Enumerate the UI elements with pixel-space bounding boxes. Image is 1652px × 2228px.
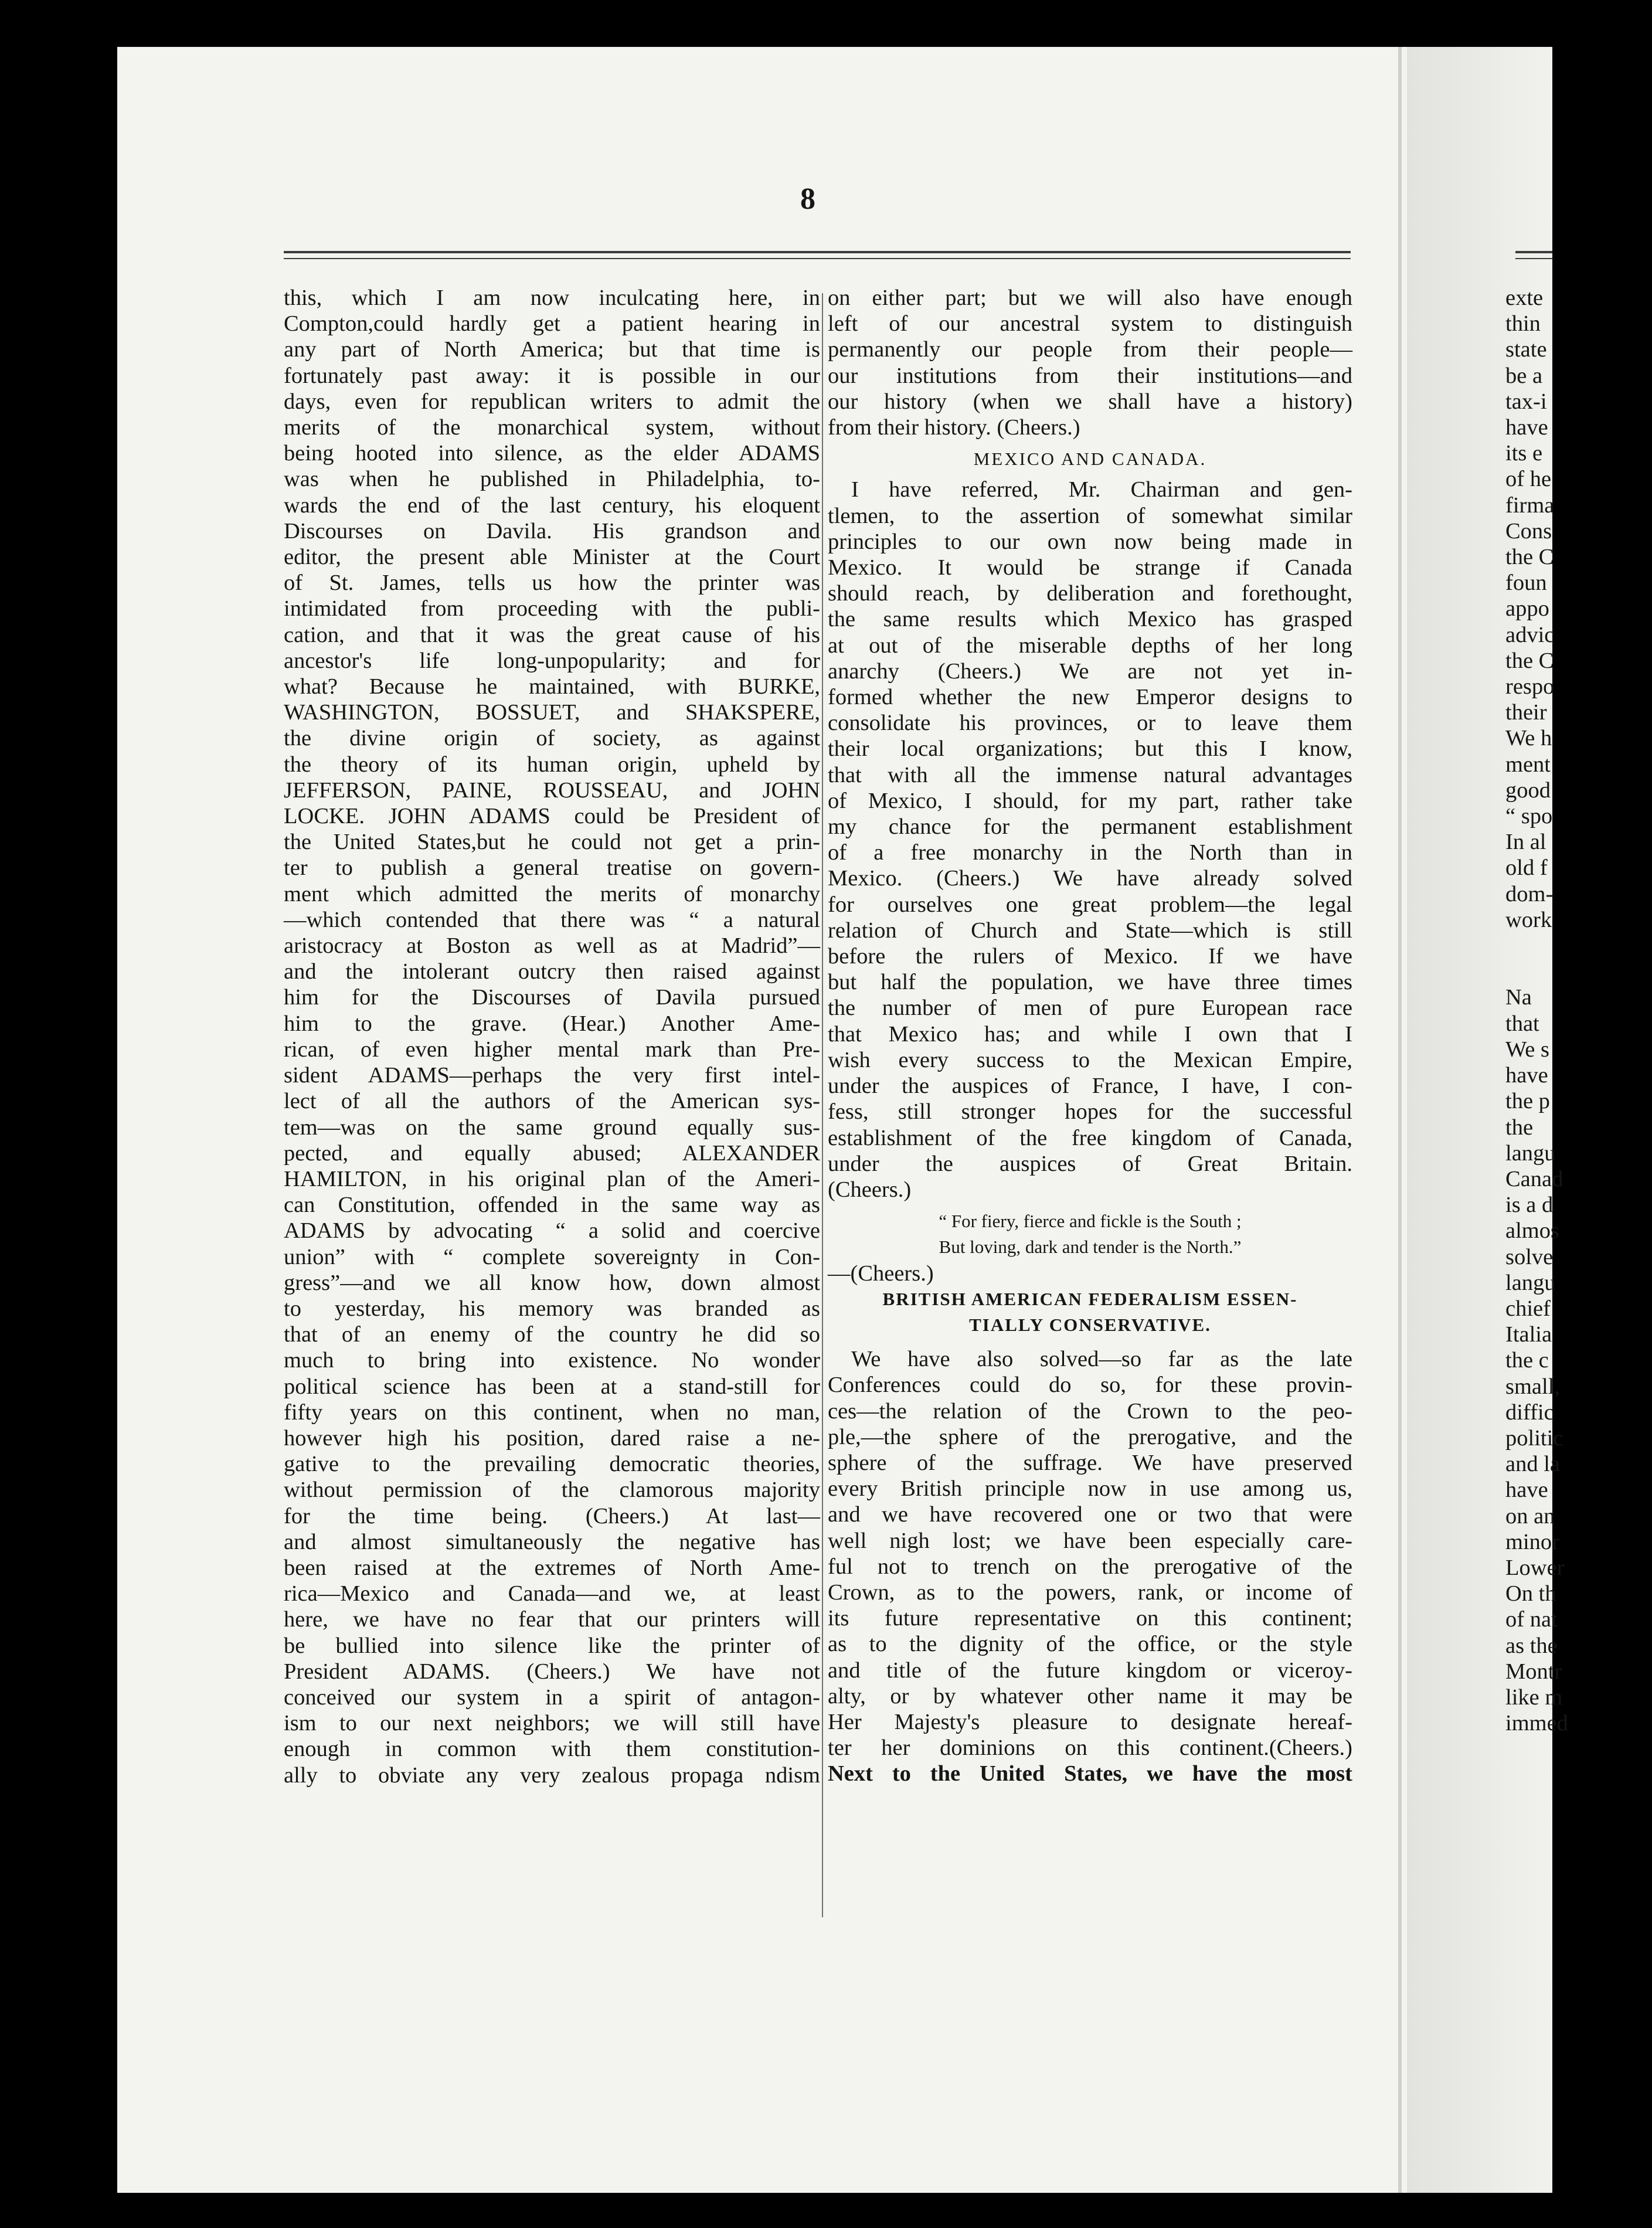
section-heading: BRITISH AMERICAN FEDERALISM ESSEN- <box>882 1288 1298 1309</box>
text-line: ADAMS by advocating “ a solid and coercive <box>284 1218 820 1244</box>
text-fragment: politic <box>1505 1425 1563 1451</box>
text-fragment <box>1505 959 1652 984</box>
text-line: HAMILTON, in his original plan of the Ameri- <box>284 1166 820 1191</box>
text-fragment: Na <box>1505 985 1532 1010</box>
text-line: can Constitution, offended in the same way as <box>284 1193 820 1218</box>
text-line: much to bring into existence. No wonder <box>284 1348 820 1373</box>
text-line: him to the grave. (Hear.) Another Ame- <box>284 1011 820 1036</box>
text-line: however high his position, dared raise a ne- <box>284 1425 820 1451</box>
text-fragment: minor <box>1505 1529 1559 1554</box>
text-line: ces—the relation of the Crown to the peo- <box>828 1398 1352 1424</box>
text-line: rica—Mexico and Canada—and we, at least <box>284 1581 820 1607</box>
text-fragment: Lower <box>1505 1555 1565 1580</box>
text-fragment: firma <box>1505 493 1555 518</box>
text-line: been raised at the extremes of North Ame- <box>284 1555 820 1580</box>
text-line: him for the Discourses of Davila pursued <box>284 985 820 1010</box>
text-fragment: old f <box>1505 855 1548 881</box>
text-line: principles to our own now being made in <box>828 529 1352 554</box>
text-line: should reach, by deliberation and forethought, <box>828 581 1352 606</box>
text-line: lect of all the authors of the American sys- <box>284 1089 820 1114</box>
text-line: the theory of its human origin, upheld by <box>284 752 820 777</box>
text-fragment: state <box>1505 337 1547 362</box>
page-number: 8 <box>800 182 815 216</box>
text-line: and title of the future kingdom or viceroy- <box>828 1658 1352 1683</box>
page-gutter <box>1398 47 1402 2193</box>
text-fragment: Montr <box>1505 1659 1562 1684</box>
text-line: its future representative on this continent; <box>828 1606 1352 1631</box>
text-line: for the time being. (Cheers.) At last— <box>284 1503 820 1529</box>
text-fragment: thin <box>1505 311 1541 337</box>
text-fragment: chief <box>1505 1296 1551 1321</box>
text-line: tlemen, to the assertion of somewhat similar <box>828 503 1352 528</box>
quote-line: “ For fiery, fierce and fickle is the South ; <box>939 1211 1242 1232</box>
text-line: fess, still stronger hopes for the successful <box>828 1099 1352 1125</box>
text-line: Mexico. It would be strange if Canada <box>828 555 1352 580</box>
text-fragment: Cons <box>1505 518 1552 544</box>
text-line: here, we have no fear that our printers will <box>284 1607 820 1632</box>
text-line: the same results which Mexico has grasped <box>828 607 1352 632</box>
text-line: our history (when we shall have a history) <box>828 389 1352 414</box>
text-line: Conferences could do so, for these provin- <box>828 1373 1352 1398</box>
text-line: formed whether the new Emperor designs to <box>828 685 1352 710</box>
text-line: any part of North America; but that time is <box>284 337 820 362</box>
text-fragment: exte <box>1505 286 1544 310</box>
text-fragment: work <box>1505 907 1552 932</box>
text-line: and the intolerant outcry then raised against <box>284 959 820 984</box>
text-line: gress”—and we all know how, down almost <box>284 1270 820 1295</box>
text-line: anarchy (Cheers.) We are not yet in- <box>828 658 1352 684</box>
text-fragment: immed <box>1505 1711 1568 1736</box>
text-line: fortunately past away: it is possible in our <box>284 363 820 388</box>
text-line: ism to our next neighbors; we will still have <box>284 1711 820 1736</box>
text-line: fifty years on this continent, when no man, <box>284 1400 820 1425</box>
left-column <box>284 285 820 1788</box>
text-line: under the auspices of France, I have, I con- <box>828 1074 1352 1099</box>
text-fragment: have <box>1505 415 1548 440</box>
text-line: union” with “ complete sovereignty in Con- <box>284 1244 820 1269</box>
text-fragment: tax-i <box>1505 389 1547 414</box>
text-line: well nigh lost; we have been especially care- <box>828 1528 1352 1553</box>
text-fragment: the c <box>1505 1348 1549 1373</box>
text-fragment: We h <box>1505 726 1552 751</box>
text-fragment: Canad <box>1505 1166 1563 1191</box>
text-fragment: dom- <box>1505 881 1554 906</box>
text-line: political science has been at a stand-still for <box>284 1374 820 1399</box>
text-line: of a free monarchy in the North than in <box>828 840 1352 865</box>
text-line: ter her dominions on this continent.(Cheers.) <box>828 1735 1352 1761</box>
text-line: our institutions from their institutions—and <box>828 363 1352 388</box>
text-line: —(Cheers.) <box>828 1261 934 1286</box>
text-line: be bullied into silence like the printer of <box>284 1633 820 1658</box>
next-page-rule-top <box>1515 251 1552 253</box>
right-column-fragments <box>1505 285 1652 1736</box>
text-line: my chance for the permanent establishment <box>828 814 1352 840</box>
section-heading: MEXICO AND CANADA. <box>973 449 1207 470</box>
text-line: I have referred, Mr. Chairman and gen- <box>851 477 1352 502</box>
text-line: that Mexico has; and while I own that I <box>828 1021 1352 1047</box>
text-fragment: as the <box>1505 1633 1558 1658</box>
text-line: sident ADAMS—perhaps the very first intel- <box>284 1063 820 1088</box>
text-fragment: the C <box>1505 545 1554 570</box>
text-line: that of an enemy of the country he did so <box>284 1322 820 1347</box>
text-line: at out of the miserable depths of her long <box>828 633 1352 658</box>
text-line: days, even for republican writers to admit the <box>284 389 820 414</box>
text-line: of St. James, tells us how the printer was <box>284 570 820 596</box>
text-fragment: have <box>1505 1063 1548 1088</box>
text-fragment: its e <box>1505 441 1543 466</box>
text-line: Discourses on Davila. His grandson and <box>284 518 820 544</box>
text-line: JEFFERSON, PAINE, ROUSSEAU, and JOHN <box>284 777 820 803</box>
text-line: enough in common with them constitution- <box>284 1737 820 1762</box>
text-line: ple,—the sphere of the prerogative, and the <box>828 1424 1352 1449</box>
text-line: being hooted into silence, as the elder ADAMS <box>284 441 820 466</box>
text-fragment: the p <box>1505 1089 1550 1114</box>
text-fragment: the C <box>1505 648 1554 673</box>
text-line: WASHINGTON, BOSSUET, and SHAKSPERE, <box>284 700 820 725</box>
text-line: ter to publish a general treatise on govern- <box>284 855 820 881</box>
text-line: without permission of the clamorous majority <box>284 1478 820 1503</box>
text-line: every British principle now in use among us, <box>828 1476 1352 1502</box>
text-line: wish every success to the Mexican Empire, <box>828 1047 1352 1072</box>
text-line: under the auspices of Great Britain. <box>828 1151 1352 1176</box>
text-fragment: and la <box>1505 1452 1560 1477</box>
text-line: the divine origin of society, as against <box>284 726 820 751</box>
text-line: —which contended that there was “ a natural <box>284 907 820 932</box>
text-fragment: their <box>1505 700 1547 725</box>
text-line: ancestor's life long-unpopularity; and for <box>284 648 820 673</box>
text-line: President ADAMS. (Cheers.) We have not <box>284 1659 820 1684</box>
text-line: cation, and that it was the great cause of his <box>284 622 820 647</box>
text-fragment <box>1505 933 1652 959</box>
text-fragment: is a d <box>1505 1193 1554 1218</box>
text-line: Her Majesty's pleasure to designate hereaf- <box>828 1709 1352 1734</box>
text-line: LOCKE. JOHN ADAMS could be President of <box>284 804 820 829</box>
text-fragment: We s <box>1505 1037 1549 1062</box>
text-fragment: “ spo <box>1505 804 1553 829</box>
text-fragment: small, <box>1505 1374 1561 1399</box>
text-line: pected, and equally abused; ALEXANDER <box>284 1140 820 1166</box>
text-line: alty, or by whatever other name it may be <box>828 1683 1352 1709</box>
text-fragment: In al <box>1505 830 1546 855</box>
text-line: Crown, as to the powers, rank, or income of <box>828 1580 1352 1605</box>
text-fragment: that <box>1505 1011 1539 1036</box>
text-line: relation of Church and State—which is still <box>828 918 1352 943</box>
text-fragment: of nat <box>1505 1607 1558 1632</box>
text-line: rican, of even higher mental mark than Pre- <box>284 1037 820 1062</box>
text-line: tem—was on the same ground equally sus- <box>284 1115 820 1140</box>
text-line: before the rulers of Mexico. If we have <box>828 944 1352 969</box>
text-fragment: be a <box>1505 363 1543 388</box>
text-line: and we have recovered one or two that were <box>828 1502 1352 1527</box>
text-line: establishment of the free kingdom of Canada, <box>828 1125 1352 1150</box>
text-line: Next to the United States, we have the most <box>828 1761 1352 1787</box>
text-line: the United States,but he could not get a prin- <box>284 830 820 855</box>
text-fragment: Italia <box>1505 1322 1552 1347</box>
text-fragment: like m <box>1505 1684 1563 1710</box>
text-fragment: the <box>1505 1115 1534 1140</box>
text-fragment: on an <box>1505 1503 1555 1529</box>
text-fragment: ment <box>1505 752 1551 777</box>
text-line: to yesterday, his memory was branded as <box>284 1296 820 1321</box>
text-line: consolidate his provinces, or to leave them <box>828 711 1352 736</box>
next-page-rule-bottom <box>1515 258 1552 259</box>
text-line: (Cheers.) <box>828 1177 912 1202</box>
text-line: of Mexico, I should, for my part, rather take <box>828 788 1352 813</box>
text-line: but half the population, we have three times <box>828 970 1352 995</box>
text-line: this, which I am now inculcating here, in <box>284 286 820 310</box>
text-fragment: of he <box>1505 467 1552 492</box>
text-line: was when he published in Philadelphia, to- <box>284 467 820 492</box>
text-fragment: langu <box>1505 1270 1556 1295</box>
text-fragment: solve <box>1505 1244 1554 1269</box>
text-line: for ourselves one great problem—the legal <box>828 892 1352 917</box>
text-fragment: foun <box>1505 570 1547 596</box>
header-rule-bottom <box>284 258 1351 259</box>
text-line: Mexico. (Cheers.) We have already solved <box>828 866 1352 891</box>
text-line: what? Because he maintained, with BURKE, <box>284 674 820 699</box>
text-line: editor, the present able Minister at the Court <box>284 545 820 570</box>
text-line: conceived our system in a spirit of antagon- <box>284 1684 820 1710</box>
text-fragment: respo <box>1505 674 1555 699</box>
text-line: wards the end of the last century, his eloquent <box>284 493 820 518</box>
text-line: merits of the monarchical system, without <box>284 415 820 440</box>
text-line: left of our ancestral system to distinguish <box>828 311 1352 337</box>
header-rule-top <box>284 251 1351 253</box>
quote-line: But loving, dark and tender is the North.” <box>939 1237 1242 1258</box>
text-line: ment which admitted the merits of monarchy <box>284 881 820 906</box>
text-line: on either part; but we will also have enough <box>828 286 1352 310</box>
text-line: Compton,could hardly get a patient hearing in <box>284 311 820 337</box>
text-line: the number of men of pure European race <box>828 996 1352 1021</box>
text-line: permanently our people from their people— <box>828 337 1352 362</box>
text-line: ful not to trench on the prerogative of the <box>828 1554 1352 1579</box>
text-line: that with all the immense natural advantages <box>828 762 1352 787</box>
text-fragment: langu <box>1505 1140 1556 1166</box>
text-line: gative to the prevailing democratic theories, <box>284 1452 820 1477</box>
text-line: aristocracy at Boston as well as at Madrid”— <box>284 933 820 959</box>
text-line: sphere of the suffrage. We have preserved <box>828 1450 1352 1475</box>
text-line: and almost simultaneously the negative has <box>284 1529 820 1554</box>
text-fragment: appo <box>1505 596 1549 621</box>
text-line: We have also solved—so far as the late <box>851 1347 1352 1372</box>
text-fragment: advic <box>1505 622 1555 647</box>
text-line: ally to obviate any very zealous propaga ndism <box>284 1762 820 1788</box>
text-line: their local organizations; but this I know, <box>828 736 1352 762</box>
column-divider <box>822 293 823 1917</box>
text-fragment: good <box>1505 777 1551 803</box>
text-fragment: On th <box>1505 1581 1556 1607</box>
text-fragment: have <box>1505 1478 1548 1503</box>
middle-column <box>828 285 1352 1787</box>
text-line: as to the dignity of the office, or the style <box>828 1632 1352 1657</box>
section-heading: TIALLY CONSERVATIVE. <box>969 1314 1211 1335</box>
text-line: from their history. (Cheers.) <box>828 415 1080 440</box>
text-fragment: diffic <box>1505 1400 1554 1425</box>
text-fragment: almos <box>1505 1218 1559 1244</box>
text-line: intimidated from proceeding with the publi- <box>284 596 820 621</box>
